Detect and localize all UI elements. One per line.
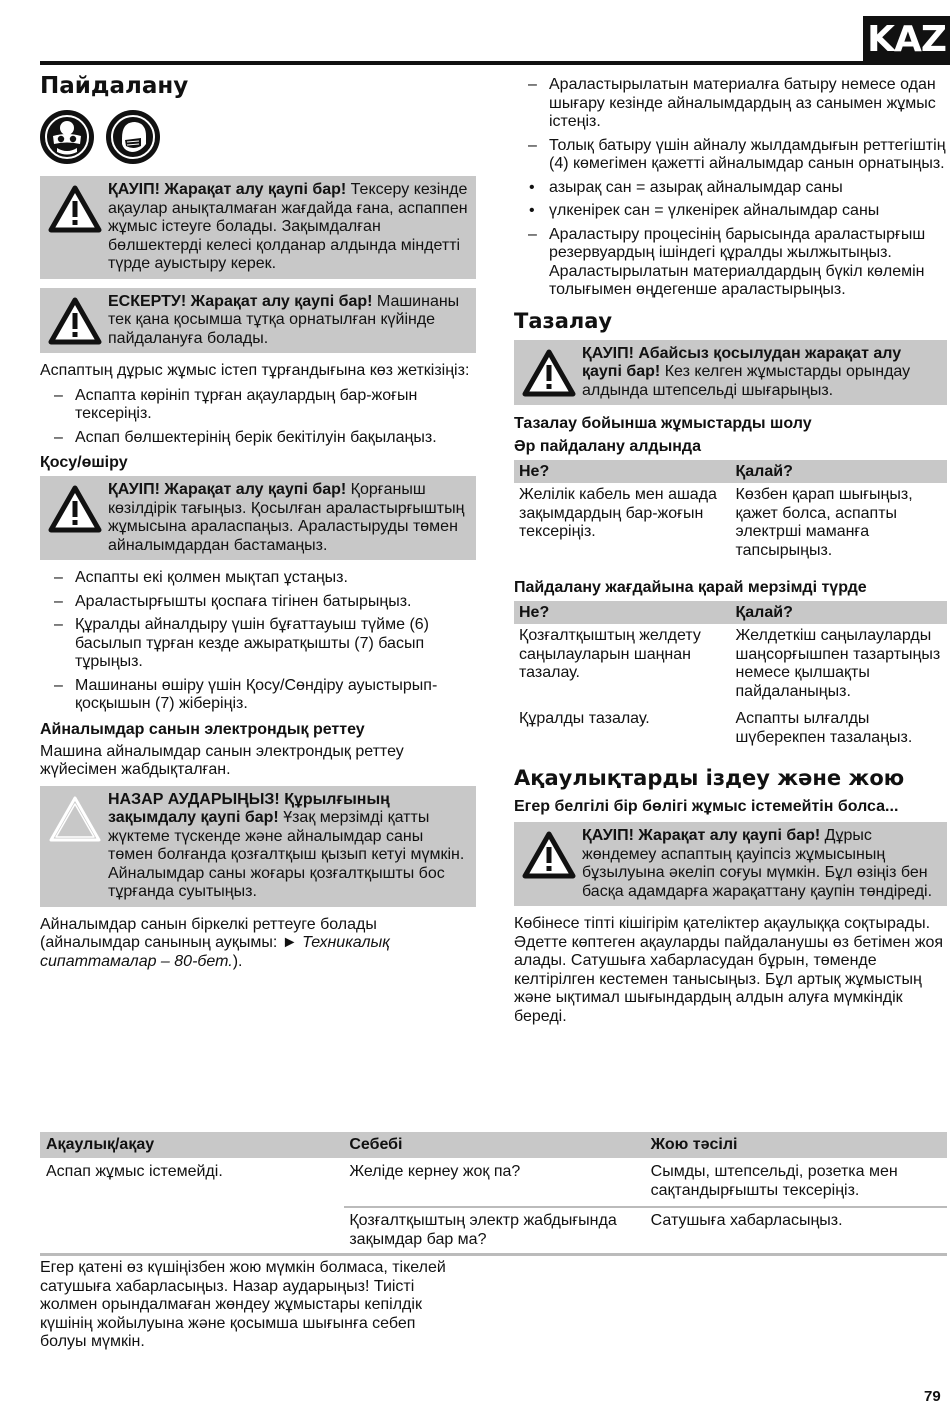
cleaning-table-before-use	[514, 460, 947, 566]
fault-table	[40, 1132, 947, 1256]
table-bottom-rule	[40, 1253, 947, 1256]
right-column	[514, 76, 947, 1032]
fault-table-header	[40, 1132, 947, 1158]
subsection-title-fault: Егер белгілі бір бөлігі жұмыс істемейтін болса...	[514, 798, 899, 815]
notice-text: Дұрыс жөндемеу аспаптың қауіпсіз жұмысының бұзылуына әкеліп соғуы мүмкін. Бұл өзіңіз бен басқа адамдарға жарақаттану қаупін төндіреді.	[582, 827, 933, 900]
subsection-title-speed: Айналымдар санын электрондық реттеу	[40, 720, 365, 738]
subsection-title-overview: Тазалау бойынша жұмыстарды шолу	[514, 415, 812, 432]
column-header: Себебі	[349, 1136, 403, 1153]
notice-heading: ЕСКЕРТУ! Жарақат алу қаупі бар!	[108, 292, 373, 310]
notice-heading: ҚАУІП! Жарақат алу қаупі бар!	[108, 181, 347, 198]
left-column	[40, 72, 476, 977]
dust-mask-icon	[106, 110, 160, 164]
column-header: Қалай?	[731, 460, 948, 483]
list-item: – Толық батыру үшін айналу жылдамдығын реттегіштің (4) көмегімен қажетті айналымдар санын орнатыңыз.	[514, 137, 947, 174]
table-row: Аспап жұмыс істемейді. Желіде кернеу жоқ па? Сымды, штепсельді, розетка мен сақтандырғышты тексеріңіз.	[46, 1163, 898, 1199]
notice-heading: ҚАУІП! Жарақат алу қаупі бар!	[582, 827, 821, 844]
notice-text: Қорғаныш көзілдірік тағыңыз. Қосылған араластырғыштың жұмысына араласпаңыз. Араластыруды төмен айналымдардан бастамаңыз.	[108, 481, 465, 554]
caution-triangle-icon	[46, 791, 104, 902]
warning-triangle-icon	[46, 481, 104, 555]
list-item: – Машинаны өшіру үшін Қосу/Сөндіру ауыстырып-қосқышын (7) жіберіңіз.	[40, 677, 476, 714]
subsection-title-before-use: Әр пайдалану алдында	[514, 438, 701, 455]
warning-triangle-icon	[520, 345, 578, 401]
header-rule	[40, 61, 950, 65]
list-item: – Араластырылатын материалға батыру немесе одан шығару кезінде айналымдардың аз санымен жұмыс істеңіз.	[514, 76, 947, 132]
safety-goggles-icon	[40, 110, 94, 164]
section-title-usage: Пайдалану	[40, 73, 189, 99]
table-row: Қозғалтқыштың желдету саңылауларын шаңнан тазалау. Желдеткіш саңылауларды шаңсорғышпен тазартыңыз немесе қылшақты пайдаланыңыз.	[519, 627, 941, 700]
notice-text: Тексеру кезінде ақаулар анықталмаған жағдайда ғана, аспаппен жұмыс істеуге болады. Зақымдалған бөлшектерді келесі қолданар алдында міндетті түрде ауыстыру керек.	[108, 181, 468, 272]
list-item: – Араластырғышты қоспаға тігінен батырыңыз.	[40, 593, 476, 612]
list-item: – Аспапта көрініп тұрған ақаулардың бар-жоғын тексеріңіз.	[40, 387, 476, 424]
language-badge: KAZ	[863, 16, 950, 64]
mixing-list	[514, 76, 947, 300]
caution-notice-speed	[40, 786, 476, 907]
ppe-icons	[40, 110, 476, 164]
notice-heading: ҚАУІП! Жарақат алу қаупі бар!	[108, 481, 347, 498]
table-row: Қозғалтқыштың электр жабдығында зақымдар бар ма? Сатушыға хабарласыңыз.	[349, 1212, 843, 1248]
technical-data-reference: Техникалық сипаттамалар – 80-бет.	[40, 934, 390, 970]
repair-note: Егер қатені өз күшіңізбен жою мүмкін болмаса, тікелей сатушыға хабарласыңыз. Назар аударыңыз! Тиісті жолмен орындалмаған жөндеу жұмыстары кепілдік күшінің жойылуына және қосымша шығынға себеп болуы мүмкін.	[40, 1259, 446, 1350]
subsection-title-onoff: Қосу/өшіру	[40, 454, 128, 471]
warning-notice-handle	[40, 288, 476, 354]
warning-triangle-icon	[46, 181, 104, 274]
check-intro: Аспаптың дұрыс жұмыс істеп тұрғандығына көз жеткізіңіз:	[40, 362, 470, 379]
notice-text: Машинаны тек қана қосымша тұтқа орнатылған күйінде пайдалануға болады.	[108, 292, 460, 347]
speed-text: Машина айналымдар санын электрондық реттеу жүйесімен жабдықталған.	[40, 742, 404, 778]
subsection-title-periodic: Пайдалану жағдайына қарай мерзімді түрде	[514, 579, 867, 596]
table-row: Құралды тазалау. Аспапты ылғалды шүберекпен тазалаңыз.	[519, 710, 913, 746]
warning-triangle-icon	[520, 827, 578, 901]
list-item: – Аспап бөлшектерінің берік бекітілуін бақылаңыз.	[40, 429, 476, 448]
notice-text: Кез келген жұмыстарды орындау алдында штепсельді шығарыңыз.	[582, 363, 911, 399]
list-item: – Құралды айналдыру үшін бұғаттауыш түйме (6) басылып тұрған кезде ажыратқышты (7) басып тұрыңыз.	[40, 616, 476, 672]
speed-range-text: Айналымдар санын біркелкі реттеуге болады (айналымдар санының ауқымы: ► Техникалық сипаттамалар – 80-бет.).	[40, 915, 390, 970]
troubleshooting-text: Көбінесе тіпті кішігірім қателіктер ақаулыққа соқтырады. Әдетте көптеген ақауларды пайдаланушы өз бетімен жоя алады. Сатушыға хабарласудан бұрын, төменде келтірілген кестемен танысыңыз. Бұл артық жұмыстың және ықтимал шығындардың алдын алуға мүмкіндік береді.	[514, 915, 944, 1025]
notice-heading: НАЗАР АУДАРЫҢЫЗ! Құрылғының зақымдалу қаупі бар!	[108, 790, 390, 826]
list-item: • азырақ сан = азырақ айналымдар саны	[514, 179, 947, 198]
list-item: – Араластыру процесінің барысында араластырғыш резервуардың ішіндегі құралды жылжытыңыз. Араластырылатын материалдардың бүкіл көлемін толығымен өңдегенше араластырыңыз.	[514, 226, 947, 300]
onoff-list	[40, 569, 476, 714]
column-header: Не?	[514, 460, 731, 483]
column-header: Жою тәсілі	[650, 1136, 738, 1153]
danger-notice-inspection	[40, 176, 476, 279]
cleaning-table-periodic	[514, 601, 947, 753]
page-number: 79	[924, 1388, 941, 1405]
list-item: – Аспапты екі қолмен мықтап ұстаңыз.	[40, 569, 476, 588]
danger-notice-repair	[514, 822, 947, 906]
list-item: • үлкенірек сан = үлкенірек айналымдар саны	[514, 202, 947, 221]
column-header: Қалай?	[731, 601, 948, 624]
notice-heading: ҚАУІП! Абайсыз қосылудан жарақат алу қаупі бар!	[582, 344, 902, 380]
notice-text: Ұзақ мерзімді қатты жүктеме түскенде және айналымдар саны төмен болғанда қозғалтқыш қызып кетуі мүмкін. Айналымдар саны жоғары қозғалтқышты бос тұрғанда суытыңыз.	[108, 809, 465, 900]
check-list	[40, 387, 476, 448]
column-header: Не?	[514, 601, 731, 624]
warning-triangle-icon	[46, 293, 104, 349]
column-header: Ақаулық/ақау	[46, 1136, 155, 1153]
section-title-cleaning: Тазалау	[514, 308, 613, 333]
danger-notice-onoff	[40, 476, 476, 560]
danger-notice-cleaning	[514, 340, 947, 406]
table-row: Желілік кабель мен ашада зақымдардың бар-жоғын тексеріңіз. Көзбен қарап шығыңыз, қажет болса, аспапты электрші маманға тапсырыңыз.	[519, 486, 913, 559]
section-title-troubleshooting: Ақаулықтарды іздеу және жою	[514, 766, 905, 790]
